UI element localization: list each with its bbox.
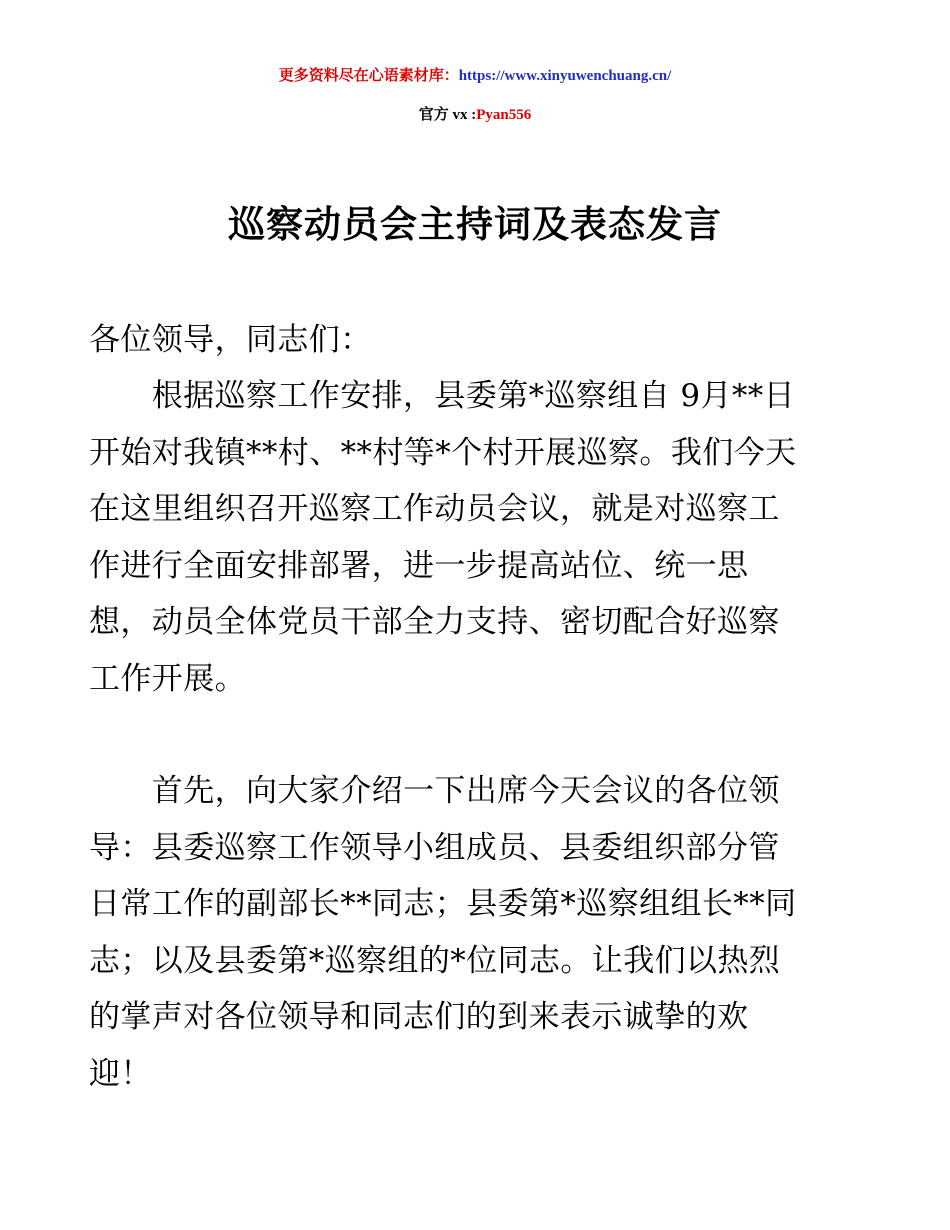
- paragraph-line: 想，动员全体党员干部全力支持、密切配合好巡察: [89, 604, 780, 640]
- vx-label: 官方 vx :: [418, 107, 477, 123]
- paragraph-line: 在这里组织召开巡察工作动员会议，就是对巡察工: [89, 491, 780, 527]
- paragraph-2: [89, 763, 861, 1102]
- paragraph-line: 日常工作的副部长**同志；县委第*巡察组组长**同: [89, 886, 797, 922]
- promo-header: [0, 66, 950, 86]
- paragraph-line: 迎！: [89, 1055, 152, 1092]
- paragraph-line: 根据巡察工作安排，县委第*巡察组自 9月**日: [89, 378, 796, 414]
- paragraph-line: 工作开展。: [89, 660, 246, 697]
- vx-id: Pyan556: [476, 107, 532, 123]
- paragraph-line: 开始对我镇**村、**村等*个村开展巡察。我们今天: [89, 434, 797, 471]
- promo-url-link[interactable]: https://www.xinyuwenchuang.cn/: [458, 68, 672, 84]
- document-title: 巡察动员会主持词及表态发言: [228, 202, 722, 246]
- paragraph-line: 作进行全面安排部署，进一步提高站位、统一思: [89, 547, 749, 584]
- paragraph-line: 导：县委巡察工作领导小组成员、县委组织部分管: [89, 829, 780, 866]
- paragraph-line: 志；以及县委第*巡察组的*位同志。让我们以热烈: [89, 942, 781, 979]
- paragraph-line: 的掌声对各位领导和同志们的到来表示诚挚的欢: [89, 999, 749, 1035]
- paragraph-1: [89, 368, 861, 707]
- salutation: 各位领导，同志们：: [89, 322, 372, 358]
- paragraph-line: 首先，向大家介绍一下出席今天会议的各位领: [89, 773, 780, 809]
- official-vx-line: [0, 105, 950, 125]
- promo-prefix: 更多资料尽在心语素材库：: [278, 68, 459, 84]
